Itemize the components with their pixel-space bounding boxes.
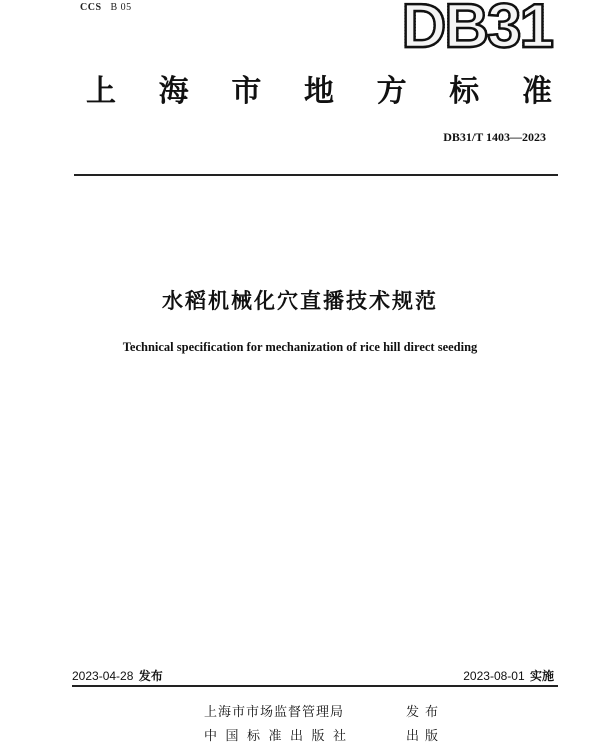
ccs-classification	[80, 2, 132, 13]
issue-date-value: 2023-04-28	[72, 669, 134, 683]
publisher-row	[204, 725, 444, 744]
ccs-prefix: CCS	[80, 2, 102, 13]
top-divider	[74, 174, 558, 176]
issue-date	[72, 667, 163, 684]
standard-name-char: 地	[303, 74, 334, 109]
standard-name-char: 市	[231, 74, 262, 109]
standard-name-char: 上	[86, 74, 116, 109]
title-chinese: 水稻机械化穴直播技术规范	[162, 289, 438, 313]
ccs-code: B 05	[110, 2, 132, 13]
publisher-name: 上海市市场监督管理局	[204, 705, 345, 720]
publisher-role: 发布	[405, 705, 444, 720]
implementation-date-value: 2023-08-01	[463, 669, 525, 683]
title-english: Technical specification for mechanization of rice hill direct seeding	[122, 340, 478, 354]
standard-code: DB31/T 1403—2023	[443, 130, 546, 144]
db31-logo: DB31	[401, 0, 552, 58]
standard-name-char: 方	[376, 74, 407, 109]
standard-name-char: 标	[449, 74, 480, 109]
standard-name-char: 准	[521, 74, 552, 109]
standard-name	[86, 74, 552, 110]
implementation-date	[463, 667, 554, 684]
publisher-name: 中国标准出版社	[204, 729, 355, 744]
bottom-divider	[72, 685, 558, 687]
standard-name-char: 海	[158, 74, 189, 109]
publisher-row	[204, 701, 444, 720]
implementation-date-label: 实施	[529, 669, 554, 683]
issue-date-label: 发布	[138, 669, 163, 683]
publisher-role: 出版	[405, 729, 444, 744]
